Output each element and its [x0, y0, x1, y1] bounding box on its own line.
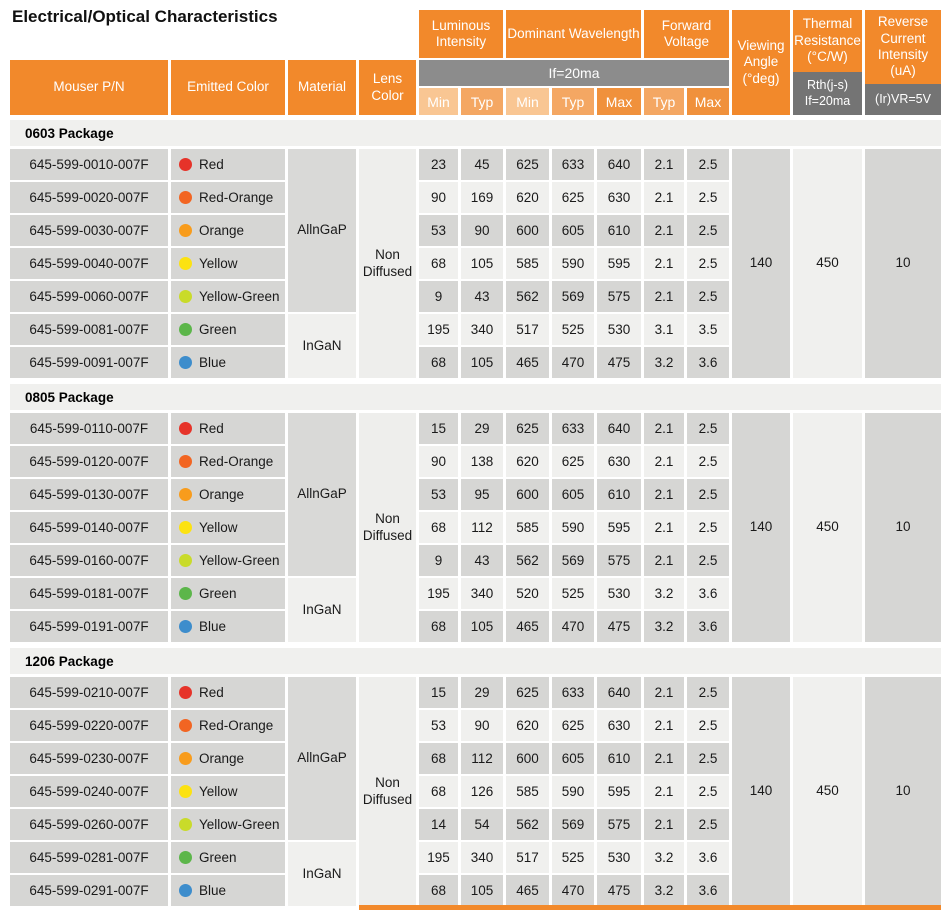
value-cell: 2.5: [687, 149, 729, 180]
col-header-emitted-color: Emitted Color: [171, 60, 285, 115]
value-cell: 610: [597, 743, 641, 774]
value-cell: 630: [597, 710, 641, 741]
part-number-cell: 645-599-0260-007F: [10, 809, 168, 840]
value-cell: 45: [461, 149, 503, 180]
value-cell: 585: [506, 248, 549, 279]
value-cell: 2.1: [644, 479, 684, 510]
part-number-cell: 645-599-0230-007F: [10, 743, 168, 774]
value-cell: 595: [597, 776, 641, 807]
part-number-cell: 645-599-0291-007F: [10, 875, 168, 906]
value-cell: 620: [506, 710, 549, 741]
emitted-color-cell: [171, 314, 285, 345]
value-cell: 470: [552, 611, 594, 642]
reverse-current-cell: 10: [865, 149, 941, 378]
package-table: [10, 149, 941, 378]
value-cell: 625: [552, 710, 594, 741]
value-cell: 54: [461, 809, 503, 840]
value-cell: 525: [552, 578, 594, 609]
value-cell: 569: [552, 281, 594, 312]
value-cell: 68: [419, 248, 458, 279]
value-cell: 14: [419, 809, 458, 840]
value-cell: 465: [506, 875, 549, 906]
lens-color-cell: Non Diffused: [359, 677, 416, 906]
value-cell: 90: [461, 710, 503, 741]
color-dot-icon: [179, 521, 192, 534]
viewing-angle-label: Viewing Angle (°deg): [732, 10, 790, 115]
value-cell: 590: [552, 248, 594, 279]
value-cell: 517: [506, 842, 549, 873]
thermal-resistance-cell: 450: [793, 413, 862, 642]
col-header-thermal-resistance: [793, 10, 862, 115]
value-cell: 562: [506, 545, 549, 576]
material-cell: InGaN: [288, 578, 356, 642]
value-cell: 605: [552, 479, 594, 510]
emitted-color-label: Blue: [199, 355, 227, 370]
package-section-label: 0603 Package: [10, 120, 941, 146]
emitted-color-cell: [171, 248, 285, 279]
part-number-cell: 645-599-0181-007F: [10, 578, 168, 609]
color-dot-icon: [179, 422, 192, 435]
value-cell: 53: [419, 215, 458, 246]
value-cell: 3.6: [687, 875, 729, 906]
value-cell: 569: [552, 545, 594, 576]
value-cell: 105: [461, 248, 503, 279]
part-number-cell: 645-599-0130-007F: [10, 479, 168, 510]
value-cell: 53: [419, 479, 458, 510]
color-dot-icon: [179, 290, 192, 303]
package-sections: [10, 120, 941, 912]
value-cell: 640: [597, 677, 641, 708]
value-cell: 3.2: [644, 578, 684, 609]
emitted-color-cell: [171, 479, 285, 510]
value-cell: 105: [461, 611, 503, 642]
value-cell: 2.1: [644, 710, 684, 741]
value-cell: 90: [419, 182, 458, 213]
value-cell: 126: [461, 776, 503, 807]
emitted-color-label: Blue: [199, 883, 227, 898]
emitted-color-cell: [171, 710, 285, 741]
value-cell: 2.1: [644, 809, 684, 840]
value-cell: 3.2: [644, 347, 684, 378]
color-dot-icon: [179, 191, 192, 204]
color-dot-icon: [179, 686, 192, 699]
value-cell: 2.5: [687, 710, 729, 741]
value-cell: 2.1: [644, 413, 684, 444]
subcol-header-dw-typ: Typ: [552, 88, 594, 115]
emitted-color-label: Green: [199, 586, 237, 601]
value-cell: 68: [419, 743, 458, 774]
value-cell: 2.5: [687, 743, 729, 774]
package-table: [10, 677, 941, 906]
value-cell: 2.5: [687, 446, 729, 477]
value-cell: 605: [552, 215, 594, 246]
value-cell: 517: [506, 314, 549, 345]
value-cell: 2.5: [687, 281, 729, 312]
package-section-label: 1206 Package: [10, 648, 941, 674]
reverse-sub-condition: (Ir)VR=5V: [865, 84, 941, 115]
value-cell: 605: [552, 743, 594, 774]
value-cell: 90: [461, 215, 503, 246]
material-cell: AllnGaP: [288, 413, 356, 576]
value-cell: 470: [552, 347, 594, 378]
col-header-viewing-angle: [732, 10, 790, 115]
value-cell: 112: [461, 743, 503, 774]
value-cell: 2.1: [644, 215, 684, 246]
emitted-color-label: Red-Orange: [199, 454, 274, 469]
value-cell: 3.1: [644, 314, 684, 345]
emitted-color-cell: [171, 677, 285, 708]
value-cell: 525: [552, 842, 594, 873]
viewing-angle-cell: 140: [732, 149, 790, 378]
emitted-color-label: Orange: [199, 751, 245, 766]
value-cell: 475: [597, 611, 641, 642]
emitted-color-label: Yellow: [199, 256, 238, 271]
emitted-color-label: Red-Orange: [199, 190, 274, 205]
value-cell: 2.5: [687, 809, 729, 840]
color-dot-icon: [179, 488, 192, 501]
value-cell: 620: [506, 182, 549, 213]
value-cell: 600: [506, 743, 549, 774]
part-number-cell: 645-599-0110-007F: [10, 413, 168, 444]
package-table: [10, 413, 941, 642]
value-cell: 15: [419, 413, 458, 444]
value-cell: 23: [419, 149, 458, 180]
part-number-cell: 645-599-0040-007F: [10, 248, 168, 279]
value-cell: 530: [597, 314, 641, 345]
value-cell: 569: [552, 809, 594, 840]
value-cell: 562: [506, 281, 549, 312]
thermal-resistance-label: Thermal Resistance (°C/W): [793, 10, 862, 72]
value-cell: 195: [419, 842, 458, 873]
emitted-color-cell: [171, 182, 285, 213]
material-cell: AllnGaP: [288, 149, 356, 312]
part-number-cell: 645-599-0220-007F: [10, 710, 168, 741]
emitted-color-cell: [171, 611, 285, 642]
emitted-color-label: Green: [199, 850, 237, 865]
value-cell: 585: [506, 512, 549, 543]
group-header-dominant-wavelength: Dominant Wavelength: [506, 10, 641, 58]
emitted-color-cell: [171, 149, 285, 180]
emitted-color-cell: [171, 776, 285, 807]
value-cell: 2.5: [687, 776, 729, 807]
value-cell: 585: [506, 776, 549, 807]
color-dot-icon: [179, 158, 192, 171]
emitted-color-label: Yellow-Green: [199, 553, 280, 568]
color-dot-icon: [179, 224, 192, 237]
value-cell: 465: [506, 611, 549, 642]
material-cell: InGaN: [288, 314, 356, 378]
value-cell: 95: [461, 479, 503, 510]
value-cell: 105: [461, 347, 503, 378]
value-cell: 530: [597, 578, 641, 609]
value-cell: 633: [552, 149, 594, 180]
emitted-color-cell: [171, 545, 285, 576]
subcol-header-dw-max: Max: [597, 88, 641, 115]
part-number-cell: 645-599-0210-007F: [10, 677, 168, 708]
col-header-reverse-current: [865, 10, 941, 115]
material-cell: InGaN: [288, 842, 356, 906]
value-cell: 3.6: [687, 347, 729, 378]
part-number-cell: 645-599-0081-007F: [10, 314, 168, 345]
value-cell: 633: [552, 413, 594, 444]
cropped-next-header-strip: [359, 905, 941, 910]
package-section: [10, 648, 941, 906]
value-cell: 195: [419, 314, 458, 345]
value-cell: 2.1: [644, 182, 684, 213]
page-title: Electrical/Optical Characteristics: [12, 7, 278, 26]
part-number-cell: 645-599-0240-007F: [10, 776, 168, 807]
value-cell: 590: [552, 512, 594, 543]
value-cell: 195: [419, 578, 458, 609]
value-cell: 600: [506, 479, 549, 510]
value-cell: 3.2: [644, 611, 684, 642]
value-cell: 53: [419, 710, 458, 741]
value-cell: 620: [506, 446, 549, 477]
value-cell: 2.5: [687, 248, 729, 279]
subcol-header-li-min: Min: [419, 88, 458, 115]
value-cell: 68: [419, 875, 458, 906]
subcol-header-li-typ: Typ: [461, 88, 503, 115]
value-cell: 465: [506, 347, 549, 378]
color-dot-icon: [179, 587, 192, 600]
value-cell: 575: [597, 545, 641, 576]
value-cell: 340: [461, 842, 503, 873]
value-cell: 138: [461, 446, 503, 477]
col-header-mouser-pn: Mouser P/N: [10, 60, 168, 115]
part-number-cell: 645-599-0140-007F: [10, 512, 168, 543]
part-number-cell: 645-599-0030-007F: [10, 215, 168, 246]
part-number-cell: 645-599-0010-007F: [10, 149, 168, 180]
thermal-resistance-cell: 450: [793, 677, 862, 906]
value-cell: 2.5: [687, 677, 729, 708]
col-header-lens-color: Lens Color: [359, 60, 416, 115]
value-cell: 2.1: [644, 248, 684, 279]
value-cell: 68: [419, 347, 458, 378]
value-cell: 2.1: [644, 545, 684, 576]
emitted-color-label: Green: [199, 322, 237, 337]
emitted-color-cell: [171, 578, 285, 609]
value-cell: 9: [419, 545, 458, 576]
subcol-header-dw-min: Min: [506, 88, 549, 115]
value-cell: 2.1: [644, 512, 684, 543]
reverse-current-label: Reverse Current Intensity (uA): [865, 10, 941, 84]
value-cell: 2.5: [687, 479, 729, 510]
emitted-color-cell: [171, 413, 285, 444]
value-cell: 340: [461, 578, 503, 609]
emitted-color-cell: [171, 809, 285, 840]
value-cell: 595: [597, 512, 641, 543]
viewing-angle-cell: 140: [732, 677, 790, 906]
emitted-color-label: Yellow-Green: [199, 289, 280, 304]
value-cell: 105: [461, 875, 503, 906]
value-cell: 633: [552, 677, 594, 708]
package-section: [10, 120, 941, 378]
part-number-cell: 645-599-0091-007F: [10, 347, 168, 378]
value-cell: 470: [552, 875, 594, 906]
value-cell: 112: [461, 512, 503, 543]
value-cell: 520: [506, 578, 549, 609]
lens-color-cell: Non Diffused: [359, 413, 416, 642]
package-section-label: 0805 Package: [10, 384, 941, 410]
value-cell: 625: [506, 677, 549, 708]
emitted-color-cell: [171, 215, 285, 246]
emitted-color-label: Red: [199, 421, 224, 436]
value-cell: 2.1: [644, 776, 684, 807]
color-dot-icon: [179, 356, 192, 369]
part-number-cell: 645-599-0060-007F: [10, 281, 168, 312]
value-cell: 525: [552, 314, 594, 345]
emitted-color-label: Red: [199, 685, 224, 700]
value-cell: 3.2: [644, 842, 684, 873]
value-cell: 2.5: [687, 545, 729, 576]
value-cell: 2.5: [687, 182, 729, 213]
viewing-angle-cell: 140: [732, 413, 790, 642]
value-cell: 2.1: [644, 446, 684, 477]
group-header-luminous-intensity: Luminous Intensity: [419, 10, 503, 58]
reverse-current-cell: 10: [865, 413, 941, 642]
value-cell: 475: [597, 875, 641, 906]
value-cell: 169: [461, 182, 503, 213]
color-dot-icon: [179, 851, 192, 864]
value-cell: 3.6: [687, 842, 729, 873]
material-cell: AllnGaP: [288, 677, 356, 840]
value-cell: 2.1: [644, 743, 684, 774]
value-cell: 9: [419, 281, 458, 312]
value-cell: 2.1: [644, 677, 684, 708]
lens-color-cell: Non Diffused: [359, 149, 416, 378]
value-cell: 2.5: [687, 215, 729, 246]
value-cell: 15: [419, 677, 458, 708]
emitted-color-cell: [171, 512, 285, 543]
value-cell: 340: [461, 314, 503, 345]
subcol-header-fv-typ: Typ: [644, 88, 684, 115]
value-cell: 595: [597, 248, 641, 279]
value-cell: 68: [419, 776, 458, 807]
value-cell: 3.5: [687, 314, 729, 345]
value-cell: 640: [597, 149, 641, 180]
table-header: [10, 10, 941, 115]
part-number-cell: 645-599-0160-007F: [10, 545, 168, 576]
emitted-color-label: Yellow: [199, 520, 238, 535]
emitted-color-cell: [171, 875, 285, 906]
emitted-color-cell: [171, 446, 285, 477]
package-section: [10, 384, 941, 642]
emitted-color-label: Red: [199, 157, 224, 172]
emitted-color-label: Red-Orange: [199, 718, 274, 733]
color-dot-icon: [179, 719, 192, 732]
color-dot-icon: [179, 257, 192, 270]
value-cell: 90: [419, 446, 458, 477]
reverse-current-cell: 10: [865, 677, 941, 906]
value-cell: 29: [461, 413, 503, 444]
emitted-color-label: Blue: [199, 619, 227, 634]
group-header-forward-voltage: Forward Voltage: [644, 10, 729, 58]
value-cell: 625: [506, 149, 549, 180]
value-cell: 625: [552, 182, 594, 213]
emitted-color-cell: [171, 743, 285, 774]
color-dot-icon: [179, 455, 192, 468]
value-cell: 590: [552, 776, 594, 807]
part-number-cell: 645-599-0120-007F: [10, 446, 168, 477]
emitted-color-cell: [171, 347, 285, 378]
part-number-cell: 645-599-0020-007F: [10, 182, 168, 213]
if-condition-bar: If=20ma: [419, 60, 729, 86]
value-cell: 610: [597, 479, 641, 510]
value-cell: 3.6: [687, 578, 729, 609]
thermal-sub-condition: Rth(j-s) If=20ma: [793, 72, 862, 115]
value-cell: 610: [597, 215, 641, 246]
value-cell: 625: [552, 446, 594, 477]
value-cell: 68: [419, 611, 458, 642]
value-cell: 2.5: [687, 512, 729, 543]
value-cell: 43: [461, 281, 503, 312]
value-cell: 562: [506, 809, 549, 840]
value-cell: 575: [597, 809, 641, 840]
value-cell: 3.2: [644, 875, 684, 906]
value-cell: 2.1: [644, 281, 684, 312]
color-dot-icon: [179, 620, 192, 633]
part-number-cell: 645-599-0281-007F: [10, 842, 168, 873]
color-dot-icon: [179, 323, 192, 336]
emitted-color-cell: [171, 281, 285, 312]
value-cell: 600: [506, 215, 549, 246]
col-header-material: Material: [288, 60, 356, 115]
value-cell: 530: [597, 842, 641, 873]
thermal-resistance-cell: 450: [793, 149, 862, 378]
emitted-color-label: Yellow-Green: [199, 817, 280, 832]
color-dot-icon: [179, 752, 192, 765]
value-cell: 630: [597, 446, 641, 477]
value-cell: 640: [597, 413, 641, 444]
value-cell: 3.6: [687, 611, 729, 642]
value-cell: 68: [419, 512, 458, 543]
emitted-color-label: Orange: [199, 487, 245, 502]
value-cell: 29: [461, 677, 503, 708]
value-cell: 625: [506, 413, 549, 444]
part-number-cell: 645-599-0191-007F: [10, 611, 168, 642]
value-cell: 630: [597, 182, 641, 213]
value-cell: 43: [461, 545, 503, 576]
color-dot-icon: [179, 785, 192, 798]
value-cell: 2.5: [687, 413, 729, 444]
subcol-header-fv-max: Max: [687, 88, 729, 115]
value-cell: 575: [597, 281, 641, 312]
emitted-color-cell: [171, 842, 285, 873]
color-dot-icon: [179, 554, 192, 567]
emitted-color-label: Orange: [199, 223, 245, 238]
value-cell: 2.1: [644, 149, 684, 180]
color-dot-icon: [179, 818, 192, 831]
emitted-color-label: Yellow: [199, 784, 238, 799]
value-cell: 475: [597, 347, 641, 378]
color-dot-icon: [179, 884, 192, 897]
